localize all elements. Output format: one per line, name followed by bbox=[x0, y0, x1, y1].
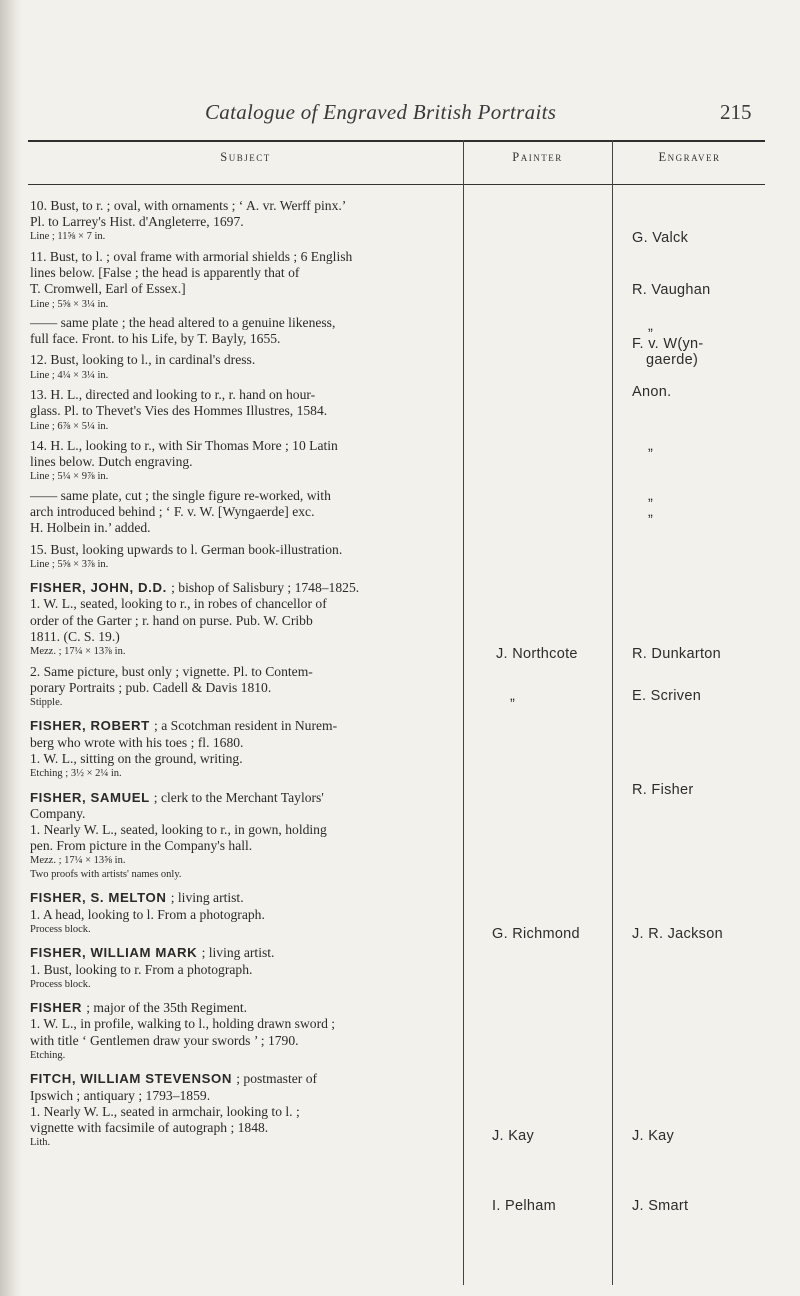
sitter-name: FISHER bbox=[30, 1000, 87, 1016]
entry-medium: Mezz. ; 17¼ × 13⅝ in. bbox=[30, 855, 126, 867]
entry-line: 10. Bust, to r. ; oval, with ornaments ; ‘ A. vr. Werff pinx.’ bbox=[30, 198, 347, 213]
sitter-description: ; living artist. bbox=[170, 890, 244, 906]
sitter-heading bbox=[30, 790, 458, 806]
sitter-heading bbox=[30, 1000, 458, 1016]
entry-line: 1. W. L., sitting on the ground, writing. bbox=[30, 750, 243, 766]
entry-line: Pl. to Larrey's Hist. d'Angleterre, 1697. bbox=[30, 214, 244, 230]
entry-line: berg who wrote with his toes ; fl. 1680. bbox=[30, 734, 244, 750]
entry-line: —— same plate, cut ; the single figure re-worked, with bbox=[30, 487, 331, 503]
entry-medium: Etching. bbox=[30, 1049, 66, 1061]
sitter-name: FITCH, WILLIAM STEVENSON bbox=[30, 1071, 237, 1087]
entry-line: 1. W. L., seated, looking to r., in robes of chancellor of bbox=[30, 596, 327, 612]
entry-medium: Line ; 4¼ × 3¼ in. bbox=[30, 369, 109, 381]
sitter-name: FISHER, ROBERT bbox=[30, 718, 155, 734]
entry-line: 2. Same picture, bust only ; vignette. Pl. to Contem- bbox=[30, 663, 313, 679]
entry-11-state bbox=[30, 315, 458, 347]
entry-fisher-samuel bbox=[30, 790, 458, 882]
entry-14 bbox=[30, 438, 458, 484]
entry-line: pen. From picture in the Company's hall. bbox=[30, 838, 253, 854]
engraver-name: R. Fisher bbox=[632, 782, 694, 798]
entry-14-state bbox=[30, 488, 458, 537]
entry-medium: Line ; 6⅞ × 5¼ in. bbox=[30, 420, 109, 432]
sitter-description: ; postmaster of bbox=[236, 1071, 318, 1087]
entry-line: vignette with facsimile of autograph ; 1848. bbox=[30, 1119, 269, 1135]
engraver-ditto: „ bbox=[648, 488, 654, 504]
sitter-description: ; major of the 35th Regiment. bbox=[86, 1000, 248, 1016]
entry-medium: Line ; 5⅝ × 3¼ in. bbox=[30, 298, 109, 310]
subject-column bbox=[30, 198, 458, 1150]
entry-line: 14. H. L., looking to r., with Sir Thomas More ; 10 Latin bbox=[30, 438, 338, 454]
entry-13 bbox=[30, 387, 458, 433]
engraver-name: G. Valck bbox=[632, 230, 689, 246]
engraver-name: J. R. Jackson bbox=[632, 926, 723, 942]
entry-line: porary Portraits ; pub. Cadell & Davis 1810. bbox=[30, 679, 272, 695]
column-header-painter: Painter bbox=[512, 150, 563, 164]
sitter-description: ; a Scotchman resident in Nurem- bbox=[154, 718, 338, 734]
engraver-name: Anon. bbox=[632, 384, 672, 400]
entry-line: lines below. [False ; the head is apparently that of bbox=[30, 265, 300, 281]
column-rule-1 bbox=[463, 140, 464, 1285]
sitter-description: ; bishop of Salisbury ; 1748–1825. bbox=[171, 580, 360, 596]
page-number: 215 bbox=[720, 100, 752, 124]
sitter-heading bbox=[30, 945, 458, 961]
entry-line: 13. H. L., directed and looking to r., r. hand on hour- bbox=[30, 387, 316, 403]
entry-line: Ipswich ; antiquary ; 1793–1859. bbox=[30, 1087, 211, 1103]
binding-gutter-shadow bbox=[0, 0, 22, 1296]
entry-line: —— same plate ; the head altered to a genuine likeness, bbox=[30, 315, 336, 331]
entry-line: order of the Garter ; r. hand on purse. Pub. W. Cribb bbox=[30, 612, 313, 628]
painter-name: J. Northcote bbox=[496, 646, 578, 662]
entry-line: H. Holbein in.’ added. bbox=[30, 520, 151, 536]
entry-line: 1811. (C. S. 19.) bbox=[30, 628, 120, 644]
entry-fisher-john bbox=[30, 580, 458, 658]
entry-line: full face. Front. to his Life, by T. Bayly, 1655. bbox=[30, 331, 281, 347]
engraver-ditto: „ bbox=[648, 438, 654, 454]
entry-medium: Line ; 11⅝ × 7 in. bbox=[30, 231, 106, 243]
entry-medium: Etching ; 3½ × 2¼ in. bbox=[30, 768, 122, 780]
running-title: Catalogue of Engraved British Portraits bbox=[205, 100, 557, 124]
entry-line: 11. Bust, to l. ; oval frame with armorial shields ; 6 English bbox=[30, 248, 353, 264]
painter-ditto: „ bbox=[510, 688, 516, 704]
entry-fisher-william-mark bbox=[30, 945, 458, 991]
sitter-description: ; clerk to the Merchant Taylors' bbox=[153, 789, 324, 805]
sitter-name: FISHER, S. MELTON bbox=[30, 890, 171, 906]
painter-name: J. Kay bbox=[492, 1128, 535, 1144]
engraver-name: J. Kay bbox=[632, 1128, 675, 1144]
entry-10 bbox=[30, 198, 458, 244]
entry-15 bbox=[30, 542, 458, 572]
sitter-heading bbox=[30, 1071, 458, 1087]
painter-name: G. Richmond bbox=[492, 926, 580, 942]
engraver-name: R. Vaughan bbox=[632, 282, 711, 298]
engraver-name: R. Dunkarton bbox=[632, 646, 722, 662]
entry-line: with title ‘ Gentlemen draw your swords ’ ; 1790. bbox=[30, 1032, 299, 1048]
entry-12 bbox=[30, 352, 458, 382]
engraver-name: F. v. W(yn- bbox=[632, 336, 704, 352]
entry-line: 12. Bust, looking to l., in cardinal's dress. bbox=[30, 352, 256, 368]
entry-line: Company. bbox=[30, 805, 86, 821]
top-rule bbox=[28, 140, 765, 142]
entry-line: glass. Pl. to Thevet's Vies des Hommes Illustres, 1584. bbox=[30, 403, 328, 419]
header-rule bbox=[28, 184, 765, 185]
entry-medium: Process block. bbox=[30, 978, 91, 990]
entry-line: 1. Nearly W. L., seated in armchair, looking to l. ; bbox=[30, 1103, 300, 1119]
column-rule-2 bbox=[612, 140, 613, 1285]
entry-line: 1. A head, looking to l. From a photograph. bbox=[30, 906, 265, 922]
entry-11 bbox=[30, 249, 458, 311]
engraver-name: E. Scriven bbox=[632, 688, 702, 704]
sitter-heading bbox=[30, 890, 458, 906]
sitter-heading bbox=[30, 718, 458, 734]
entry-fisher-s-melton bbox=[30, 890, 458, 936]
entry-fisher-robert bbox=[30, 718, 458, 780]
sitter-heading bbox=[30, 580, 458, 596]
entry-medium: Stipple. bbox=[30, 696, 63, 708]
column-header-engraver: Engraver bbox=[658, 150, 721, 164]
entry-fisher-major bbox=[30, 1000, 458, 1062]
engraver-name-cont: gaerde) bbox=[646, 352, 699, 368]
entry-line: T. Cromwell, Earl of Essex.] bbox=[30, 281, 186, 297]
entry-line: 1. Nearly W. L., seated, looking to r., in gown, holding bbox=[30, 821, 327, 837]
entry-line: lines below. Dutch engraving. bbox=[30, 454, 193, 470]
column-header-subject: Subject bbox=[220, 150, 271, 164]
engraver-name: J. Smart bbox=[632, 1198, 689, 1214]
sitter-description: ; living artist. bbox=[201, 945, 275, 961]
entry-line: 15. Bust, looking upwards to l. German book-illustration. bbox=[30, 541, 343, 557]
painter-name: I. Pelham bbox=[492, 1198, 556, 1214]
sitter-name: FISHER, WILLIAM MARK bbox=[30, 945, 202, 961]
entry-line: 1. Bust, looking to r. From a photograph. bbox=[30, 961, 253, 977]
entry-medium: Mezz. ; 17¼ × 13⅞ in. bbox=[30, 646, 126, 658]
sitter-name: FISHER, JOHN, D.D. bbox=[30, 580, 172, 596]
entry-medium: Line ; 5⅝ × 3⅞ in. bbox=[30, 558, 109, 570]
entry-fitch bbox=[30, 1071, 458, 1149]
engraver-ditto: „ bbox=[648, 504, 654, 520]
entry-fisher-john-2 bbox=[30, 664, 458, 710]
entry-note: Two proofs with artists' names only. bbox=[30, 868, 182, 880]
entry-medium: Line ; 5¼ × 9⅞ in. bbox=[30, 471, 109, 483]
sitter-name: FISHER, SAMUEL bbox=[30, 789, 154, 805]
entry-line: 1. W. L., in profile, walking to l., holding drawn sword ; bbox=[30, 1016, 336, 1032]
entry-line: arch introduced behind ; ‘ F. v. W. [Wyngaerde] exc. bbox=[30, 504, 315, 520]
entry-medium: Lith. bbox=[30, 1137, 51, 1149]
entry-medium: Process block. bbox=[30, 923, 91, 935]
engraver-ditto: „ bbox=[648, 318, 654, 334]
